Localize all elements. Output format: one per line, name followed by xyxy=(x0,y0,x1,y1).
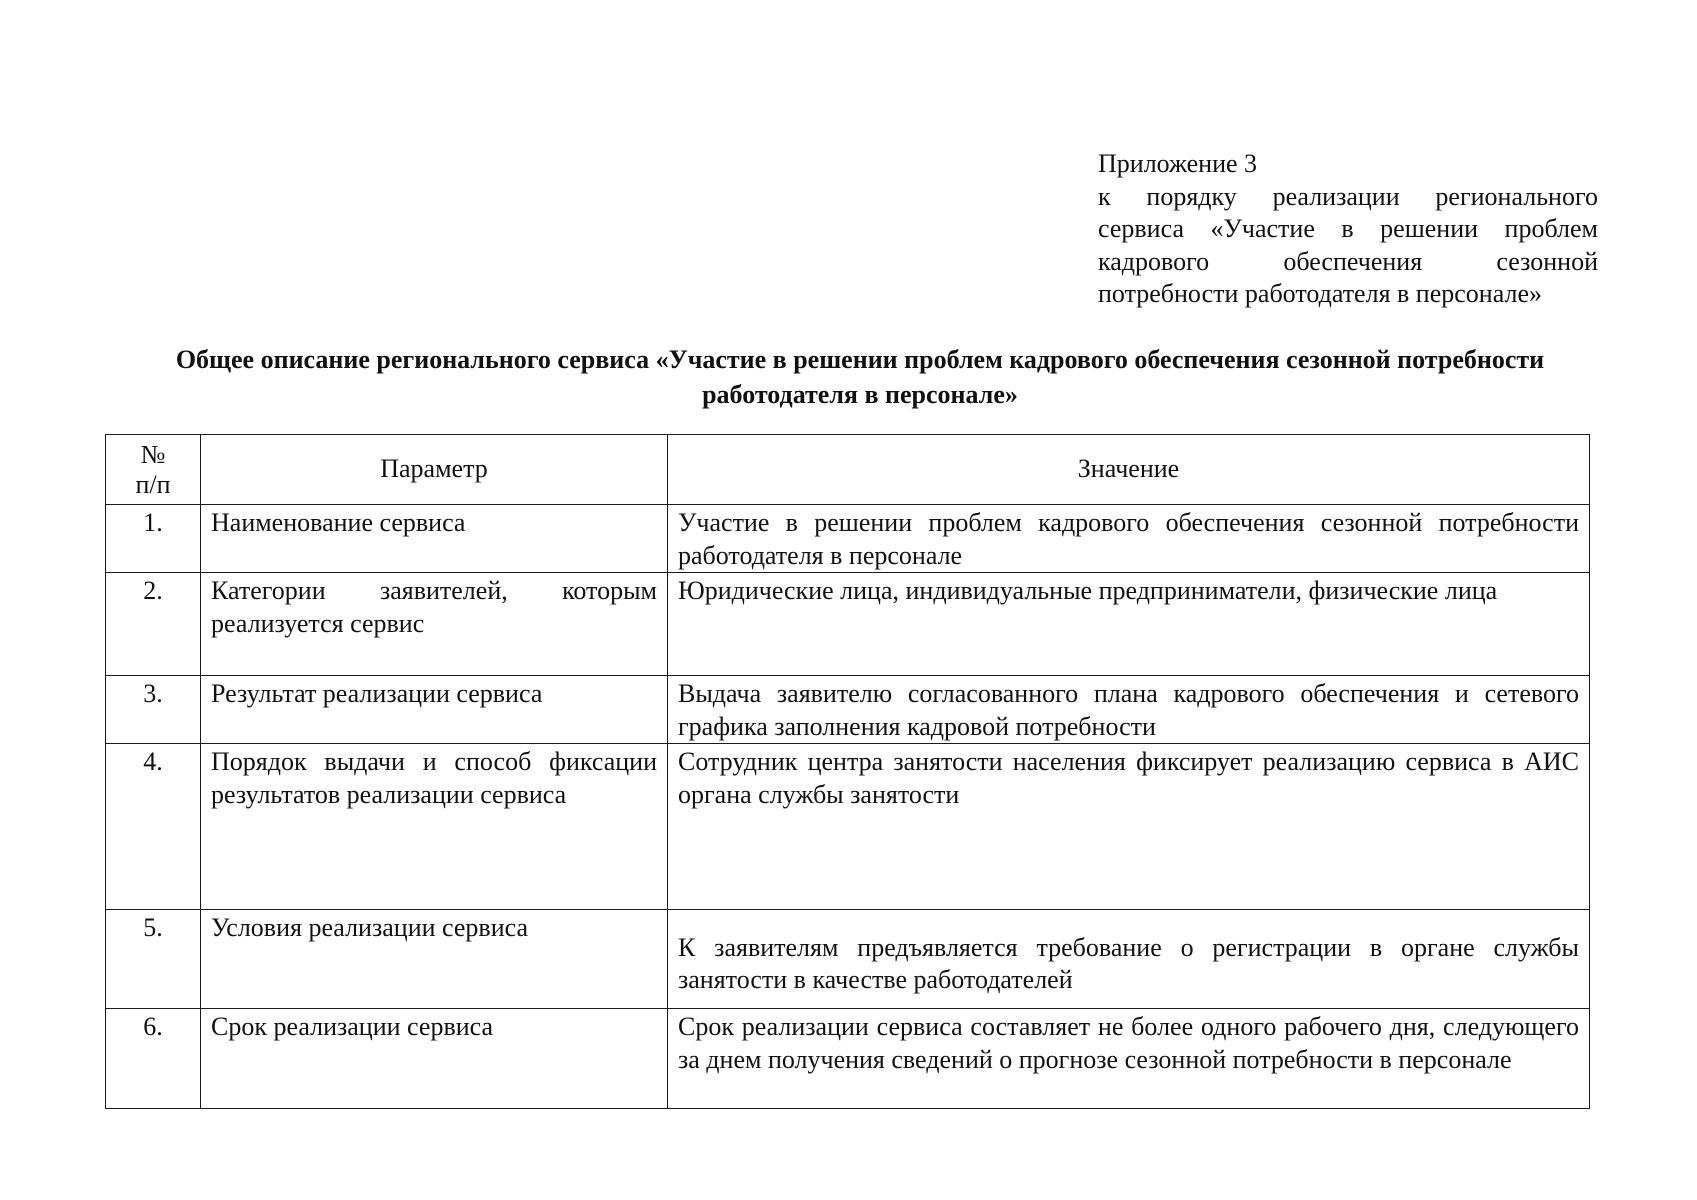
row-value: Участие в решении проблем кадрового обеспечения сезонной потребности работодателя в персонале xyxy=(668,505,1590,573)
row-parameter: Порядок выдачи и способ фиксации результатов реализации сервиса xyxy=(201,744,668,910)
annex-text: к порядку реализации регионального сервиса «Участие в решении проблем кадрового обеспечения сезонной потребности работодателя в персонале» xyxy=(1098,181,1598,308)
row-value: Срок реализации сервиса составляет не более одного рабочего дня, следующего за днем получения сведений о прогнозе сезонной потребности в персонале xyxy=(668,1009,1590,1109)
row-parameter: Наименование сервиса xyxy=(201,505,668,573)
table-row xyxy=(106,1009,1590,1109)
table-row xyxy=(106,744,1590,910)
row-number: 6. xyxy=(106,1009,201,1109)
row-parameter: Категории заявителей, которым реализуется сервис xyxy=(201,573,668,676)
row-number: 3. xyxy=(106,676,201,744)
row-value: К заявителям предъявляется требование о регистрации в органе службы занятости в качестве работодателей xyxy=(668,910,1590,1009)
row-value: Юридические лица, индивидуальные предприниматели, физические лица xyxy=(668,573,1590,676)
row-parameter: Условия реализации сервиса xyxy=(201,910,668,1009)
row-value: Выдача заявителю согласованного плана кадрового обеспечения и сетевого графика заполнения кадровой потребности xyxy=(668,676,1590,744)
row-number: 1. xyxy=(106,505,201,573)
row-number: 2. xyxy=(106,573,201,676)
table-row xyxy=(106,573,1590,676)
annex-block xyxy=(1098,148,1598,311)
table-row xyxy=(106,505,1590,573)
header-value: Значение xyxy=(668,435,1590,505)
annex-title: Приложение 3 xyxy=(1098,149,1258,178)
table-row xyxy=(106,910,1590,1009)
header-parameter: Параметр xyxy=(201,435,668,505)
row-number: 5. xyxy=(106,910,201,1009)
table-header-row xyxy=(106,435,1590,505)
service-description-table xyxy=(105,434,1590,1109)
header-number-symbol: № xyxy=(140,439,166,469)
row-number: 4. xyxy=(106,744,201,910)
row-value: Сотрудник центра занятости населения фиксирует реализацию сервиса в АИС органа службы занятости xyxy=(668,744,1590,910)
document-title: Общее описание регионального сервиса «Участие в решении проблем кадрового обеспечения сезонной потребности работодателя в персонале» xyxy=(175,345,1545,409)
row-parameter: Результат реализации сервиса xyxy=(201,676,668,744)
header-number xyxy=(106,435,201,505)
row-parameter: Срок реализации сервиса xyxy=(201,1009,668,1109)
table-row xyxy=(106,676,1590,744)
header-number-abbrev: п/п xyxy=(135,469,171,499)
